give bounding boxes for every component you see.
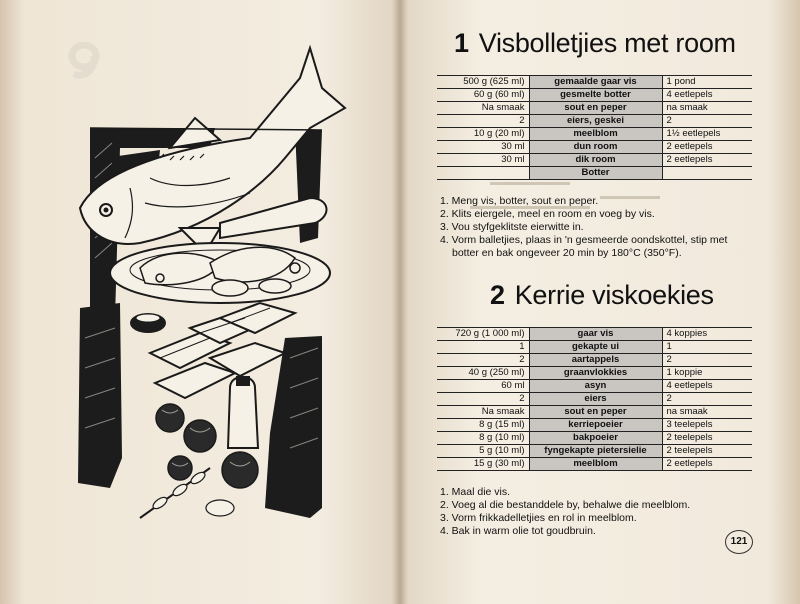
ingredient-name: gekapte ui (529, 341, 662, 354)
recipe-1-number: 1 (454, 28, 469, 58)
ingredient-measure: 2 (662, 354, 752, 367)
ingredient-row (437, 419, 752, 432)
ingredient-quantity: 2 (437, 354, 529, 367)
ingredient-measure: 2 (662, 115, 752, 128)
ingredient-measure: 4 eetlepels (662, 380, 752, 393)
ingredient-measure: na smaak (662, 406, 752, 419)
ingredient-quantity: 60 g (60 ml) (437, 89, 529, 102)
ingredient-row (437, 393, 752, 406)
ingredient-measure: na smaak (662, 102, 752, 115)
method-step: 4. Bak in warm olie tot goudbruin. (440, 525, 596, 537)
ingredient-quantity: 8 g (15 ml) (437, 419, 529, 432)
method-step: 3. Vorm frikkadelletjies en rol in meelblom. (440, 512, 637, 524)
ingredient-row (437, 167, 752, 180)
ingredient-quantity: 40 g (250 ml) (437, 367, 529, 380)
ingredient-name: fyngekapte pietersielie (529, 445, 662, 458)
ingredient-row (437, 341, 752, 354)
ingredient-row (437, 380, 752, 393)
ingredient-quantity (437, 167, 529, 180)
ingredient-name: gesmelte botter (529, 89, 662, 102)
ingredient-row (437, 432, 752, 445)
fish-platter-illustration (60, 38, 350, 538)
ingredient-measure: 1 koppie (662, 367, 752, 380)
page-number: 121 (725, 530, 753, 554)
recipe-1-method (440, 195, 750, 260)
ingredient-row (437, 76, 752, 89)
method-step: 2. Klits eiergele, meel en room en voeg by vis. (440, 208, 655, 220)
ingredient-measure: 1 (662, 341, 752, 354)
ingredient-quantity: 1 (437, 341, 529, 354)
ingredient-row (437, 354, 752, 367)
ingredient-quantity: 15 g (30 ml) (437, 458, 529, 471)
ingredient-quantity: 8 g (10 ml) (437, 432, 529, 445)
ingredient-name: meelblom (529, 458, 662, 471)
ingredient-name: gaar vis (529, 328, 662, 341)
ingredient-measure: 2 eetlepels (662, 154, 752, 167)
method-step: 1. Maal die vis. (440, 486, 511, 498)
ingredient-quantity: 10 g (20 ml) (437, 128, 529, 141)
ingredient-quantity: 720 g (1 000 ml) (437, 328, 529, 341)
ingredient-row (437, 115, 752, 128)
recipe-2-method (440, 486, 750, 538)
ingredient-row (437, 141, 752, 154)
ingredient-name: Botter (529, 167, 662, 180)
ingredient-name: asyn (529, 380, 662, 393)
ingredient-measure: 3 teelepels (662, 419, 752, 432)
ingredient-name: dik room (529, 154, 662, 167)
ingredient-quantity: 30 ml (437, 141, 529, 154)
ingredient-measure: 4 koppies (662, 328, 752, 341)
ingredient-row (437, 102, 752, 115)
ingredient-quantity: 5 g (10 ml) (437, 445, 529, 458)
ingredient-measure: 2 teelepels (662, 432, 752, 445)
ingredient-name: eiers (529, 393, 662, 406)
ingredient-quantity: 2 (437, 393, 529, 406)
ingredient-row (437, 128, 752, 141)
ingredient-measure: 1 pond (662, 76, 752, 89)
ingredient-name: bakpoeier (529, 432, 662, 445)
ingredient-measure: 1½ eetlepels (662, 128, 752, 141)
ingredient-name: aartappels (529, 354, 662, 367)
ingredient-row (437, 367, 752, 380)
method-step: 4. Vorm balletjies, plaas in 'n gesmeerde oondskottel, stip met (440, 234, 728, 246)
recipe-1-ingredient-table (437, 75, 752, 180)
ingredient-measure: 2 eetlepels (662, 458, 752, 471)
method-step: 3. Vou styfgeklitste eierwitte in. (440, 221, 584, 233)
ingredient-quantity: Na smaak (437, 406, 529, 419)
ingredient-row (437, 328, 752, 341)
ingredient-quantity: Na smaak (437, 102, 529, 115)
ingredient-row (437, 458, 752, 471)
ingredient-quantity: 60 ml (437, 380, 529, 393)
ingredient-name: gemaalde gaar vis (529, 76, 662, 89)
ingredient-quantity: 2 (437, 115, 529, 128)
method-step: botter en bak ongeveer 20 min by 180°C (350°F). (452, 247, 682, 259)
ingredient-quantity: 30 ml (437, 154, 529, 167)
ingredient-measure: 4 eetlepels (662, 89, 752, 102)
recipe-2-ingredient-table (437, 327, 752, 471)
ingredient-name: kerriepoeier (529, 419, 662, 432)
ingredient-row (437, 406, 752, 419)
ingredient-measure (662, 167, 752, 180)
recipe-2-number: 2 (490, 280, 505, 310)
recipe-2-title-text: Kerrie viskoekies (514, 280, 714, 310)
method-step: 1. Meng vis, botter, sout en peper. (440, 195, 599, 207)
ingredient-name: eiers, geskei (529, 115, 662, 128)
ingredient-name: graanvlokkies (529, 367, 662, 380)
ingredient-measure: 2 eetlepels (662, 141, 752, 154)
method-step: 2. Voeg al die bestanddele by, behalwe die meelblom. (440, 499, 691, 511)
ingredient-name: sout en peper (529, 406, 662, 419)
ingredient-name: dun room (529, 141, 662, 154)
ingredient-name: meelblom (529, 128, 662, 141)
ingredient-quantity: 500 g (625 ml) (437, 76, 529, 89)
recipe-2-title (490, 280, 714, 311)
recipe-1-title-text: Visbolletjies met room (478, 28, 736, 58)
ingredient-name: sout en peper (529, 102, 662, 115)
ingredient-row (437, 89, 752, 102)
recipe-1-title (454, 28, 736, 59)
ingredient-row (437, 154, 752, 167)
ingredient-measure: 2 (662, 393, 752, 406)
ingredient-measure: 2 teelepels (662, 445, 752, 458)
ingredient-row (437, 445, 752, 458)
